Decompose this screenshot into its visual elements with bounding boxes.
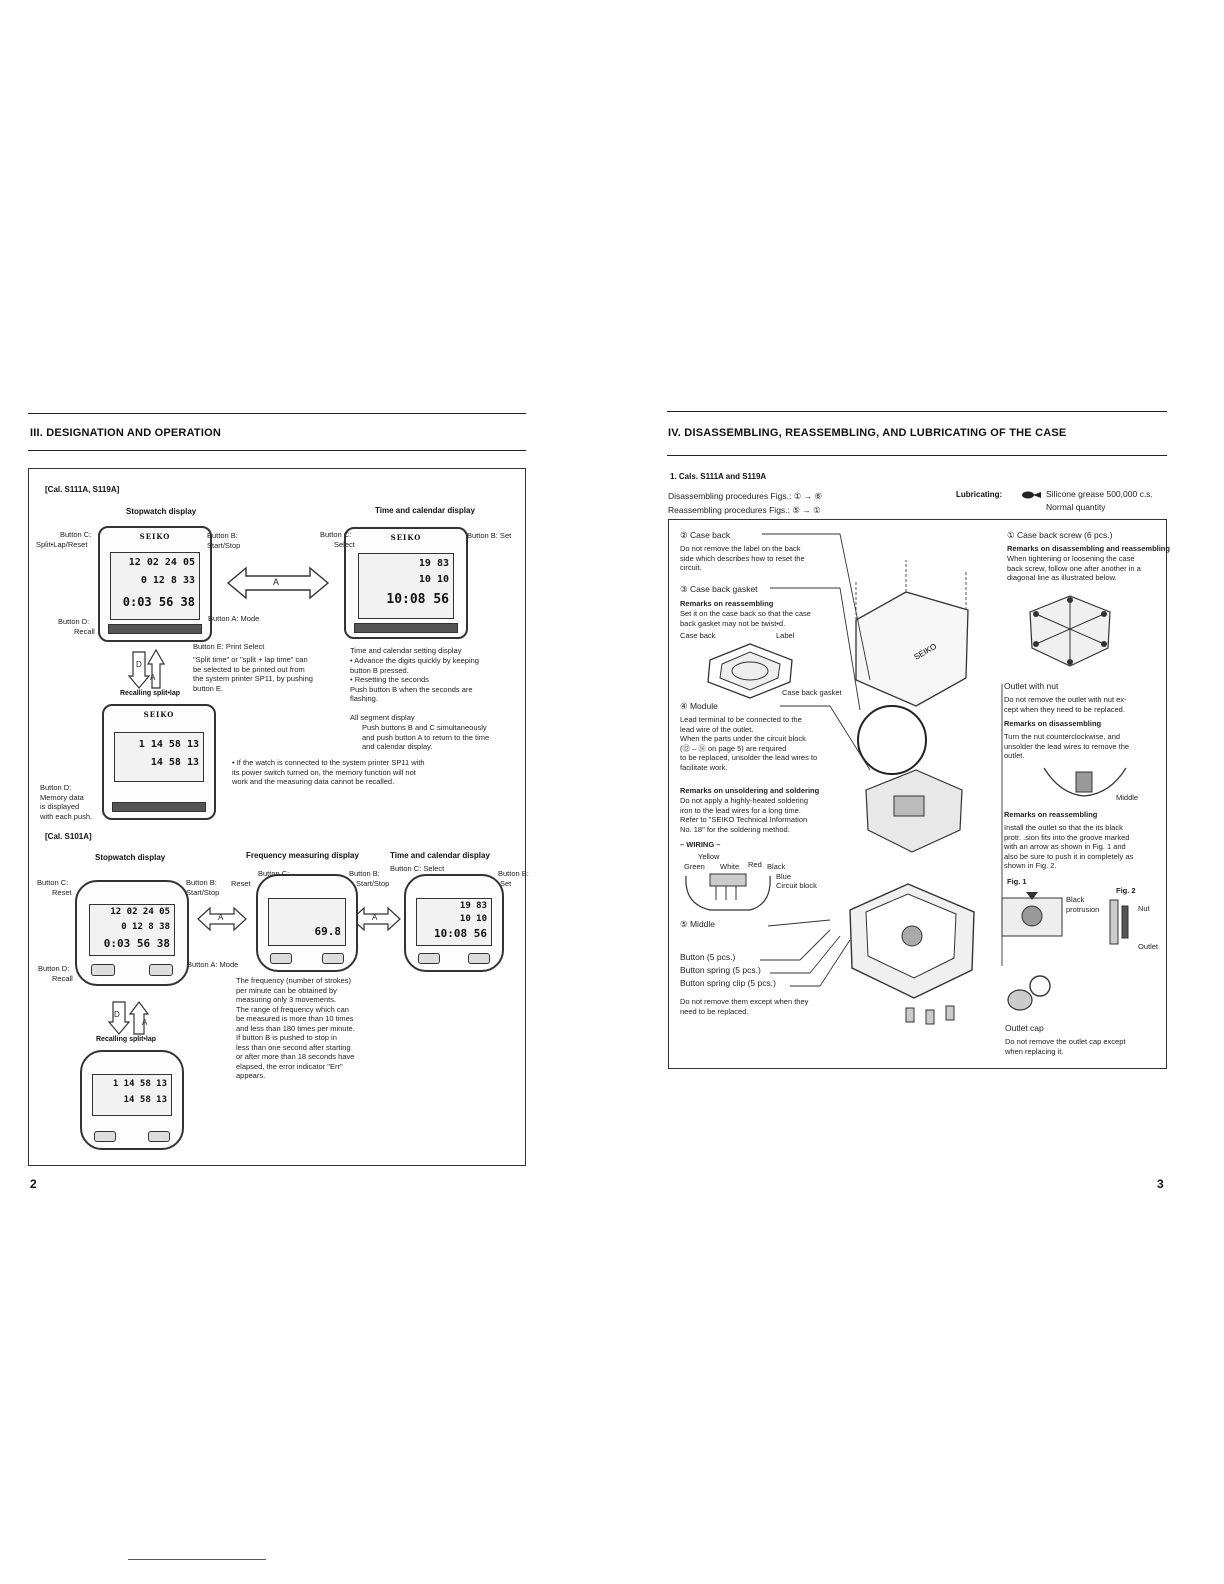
all-segment-text [362, 723, 489, 752]
lcd-time [358, 553, 454, 619]
btn-c-select-desc: Select [334, 540, 355, 549]
brand-logo: SEIKO [139, 532, 171, 541]
circuit-block-label: Circuit block [776, 881, 817, 890]
text-line: Push buttons B and C simultaneously [362, 723, 487, 732]
arrow-a-label-2: A [218, 913, 224, 922]
time-calendar-heading-2: Time and calendar display [390, 851, 490, 860]
button-d [94, 1131, 116, 1142]
btn-d-label: Button D: [58, 617, 90, 626]
lcd-line1: 1 14 58 13 [138, 739, 199, 750]
lcd-line1: 12 02 24 05 [110, 907, 170, 917]
arrow-a-label-3: A [372, 913, 378, 922]
text-line: and calendar display. [362, 742, 433, 751]
blue-underline [128, 1559, 266, 1560]
watch-stopwatch-s111 [98, 526, 212, 642]
btn-e-text [193, 655, 313, 693]
btn-b-set-label: Button B: Set [467, 531, 512, 540]
solder-remarks: Remarks on unsoldering and soldering [680, 786, 820, 795]
lcd-line1: 19 83 [418, 558, 449, 569]
frequency-text [236, 976, 355, 1081]
cal-s101-label: [Cal. S101A] [45, 832, 92, 841]
text-line: • If the watch is connected to the system printer SP11 with [232, 758, 425, 767]
freq-btn-c-label: Button C: [258, 869, 290, 878]
text-line: is displayed [40, 802, 80, 811]
lcd-line1: 1 14 58 13 [112, 1079, 167, 1089]
text-line: or after more than 18 seconds have [236, 1052, 355, 1061]
all-segment-title: All segment display [350, 713, 415, 722]
text-line: per minute can be obtained by [236, 985, 337, 995]
recall-arrows-icon [126, 648, 166, 692]
text-line: The range of frequency which can [236, 1004, 349, 1014]
button-row [354, 623, 458, 633]
watch-time-calendar-s111 [344, 527, 468, 639]
lcd-line1: 69.8 [314, 925, 341, 938]
cal-s111-label: [Cal. S111A, S119A] [45, 485, 120, 494]
top-rule-right [667, 411, 1167, 412]
text-line: Black [1066, 895, 1085, 904]
btn-c-label: Button C: [60, 530, 92, 539]
text-line: Lead terminal to be connected to the [680, 715, 802, 724]
text-line: Turn the nut counterclockwise, and [1004, 732, 1121, 741]
text-line: work and the measuring data cannot be recalled. [232, 777, 395, 786]
lubricating-label: Lubricating: [956, 490, 1003, 499]
lcd-stopwatch [89, 904, 175, 956]
text-line: less than one second after starting [236, 1042, 351, 1052]
text-line: the system printer SP11, by pushing [193, 674, 313, 683]
list-item: • Advance the digits quickly by keeping [350, 656, 479, 665]
title-rule-left [28, 450, 526, 451]
button-spring-clip-label: Button spring clip (5 pcs.) [680, 978, 776, 988]
middle-title: ⑤ Middle [680, 919, 716, 929]
text-line: When the parts under the circuit block [680, 734, 806, 743]
text-line: measuring only 3 movements. [236, 995, 337, 1004]
lubricating-quantity: Normal quantity [1046, 502, 1106, 512]
btn-c-desc: Split•Lap/Reset [36, 540, 88, 549]
button-a [322, 953, 344, 964]
text-line: also be sure to push it in completely as [1004, 851, 1134, 861]
button-row [108, 624, 202, 634]
freq-btn-b-label: Button B: [349, 869, 380, 878]
text-line: lead wire of the outlet. [680, 724, 754, 734]
text-line: Memory data [40, 792, 84, 802]
lcd-line3: 0:03 56 38 [122, 595, 195, 609]
time-btn-b-desc: Set [500, 879, 512, 888]
text-line: with an arrow as shown in Fig. 1 and [1004, 842, 1126, 851]
screw-order-diagram [1024, 592, 1114, 672]
watch-recall-s111 [102, 704, 216, 820]
btn-b-start-label: Button B: [186, 878, 217, 887]
text-line: appears. [236, 1071, 266, 1080]
wire-blue: Blue [776, 872, 792, 881]
lcd-recall [114, 732, 204, 782]
gasket-title: ③ Case back gasket [680, 584, 758, 594]
middle-figure-label: Middle [1116, 793, 1139, 802]
time-btn-c-label: Button C: Select [390, 864, 445, 873]
text-line: facilitate work. [680, 762, 728, 772]
outlet-cap-illustration [1000, 972, 1056, 1020]
recall-d-letter-2: D [114, 1010, 120, 1019]
lcd-frequency [268, 898, 346, 946]
freq-btn-c-desc: Reset [231, 879, 251, 888]
text-line: (⑫ – ⑯ on page 5) are required [680, 743, 787, 753]
text-line: button E. [193, 683, 224, 693]
watch-time-calendar-s101 [404, 874, 504, 972]
fig2-label: Fig. 2 [1116, 886, 1136, 895]
button-label: Button (5 pcs.) [680, 952, 736, 962]
fig1-label: Fig. 1 [1007, 877, 1027, 886]
btn-b-label: Button B: [207, 531, 238, 540]
button-d [418, 953, 440, 964]
outlet-label: Outlet [1138, 942, 1159, 951]
recall-a-letter-2: A [142, 1018, 148, 1027]
text-line: Install the outlet so that the its black [1004, 823, 1123, 832]
brand-logo: SEIKO [912, 641, 939, 662]
btn-c-reset-label: Button C: [37, 878, 69, 887]
stopwatch-display-heading-2: Stopwatch display [95, 853, 166, 862]
list-item: button B pressed. [350, 665, 409, 675]
text-line: cept when they need to be replaced. [1004, 704, 1125, 714]
wire-black: Black [767, 862, 786, 871]
outlet-text-2 [1004, 732, 1129, 761]
case-back-gasket-label: Case back gasket [782, 688, 842, 697]
button-d [91, 964, 115, 976]
recall-a-letter: A [150, 673, 156, 682]
case-back-title: ② Case back [680, 530, 731, 540]
lcd-recall [92, 1074, 172, 1116]
text-line: shown in Fig. 2. [1004, 861, 1057, 870]
btn-d-recall-label: Button D: [38, 964, 70, 973]
button-a [149, 964, 173, 976]
freq-display-heading: Frequency measuring display [246, 851, 359, 860]
text-line: with each push. [40, 811, 93, 821]
wiring-heading: – WIRING – [680, 840, 721, 849]
recalling-split-lap-label-2: Recalling split•lap [96, 1036, 157, 1043]
section-title-right: IV. DISASSEMBLING, REASSEMBLING, AND LUBRICATING OF THE CASE [668, 427, 1067, 439]
lcd-line2: 14 58 13 [150, 757, 199, 768]
outlet-title: Outlet with nut [1004, 681, 1059, 691]
reassembling-remarks: Remarks on reassembling [1004, 810, 1098, 819]
top-rule-left [28, 413, 526, 414]
freq-btn-b-desc: Start/Stop [356, 879, 390, 888]
outlet-text [1004, 695, 1127, 714]
list-item: Push button B when the seconds are [350, 684, 473, 694]
button-spring-label: Button spring (5 pcs.) [680, 965, 761, 975]
text-line: and less than 180 times per minute. [236, 1023, 355, 1033]
outlet-cap-text [1005, 1037, 1126, 1056]
btn-a-label: Button A: Mode [208, 614, 260, 623]
time-setting-title: Time and calendar setting display [350, 646, 462, 655]
text-line: its power switch turned on, the memory function will not [232, 767, 416, 777]
text-line: side which describes how to reset the [680, 553, 805, 563]
nut-label: Nut [1138, 904, 1150, 913]
wire-red: Red [748, 860, 762, 869]
wire-white: White [720, 862, 740, 871]
text-line: need to be replaced. [680, 1006, 749, 1016]
title-rule-right [667, 455, 1167, 456]
page-number-left: 2 [30, 1177, 37, 1191]
page-number-right: 3 [1157, 1177, 1164, 1191]
btn-c-reset-desc: Reset [52, 888, 72, 897]
outlet-cap-title: Outlet cap [1005, 1023, 1044, 1033]
button-d [270, 953, 292, 964]
text-line: outlet. [1004, 751, 1025, 760]
text-line: No. 18" for the soldering method. [680, 824, 790, 834]
watch-recall-s101 [80, 1050, 184, 1150]
text-line: When tightening or loosening the case [1007, 554, 1135, 563]
button-row [112, 802, 206, 812]
list-item: flashing. [350, 694, 378, 703]
text-line: diagonal line as illustrated below. [1007, 573, 1117, 582]
text-line: be selected to be printed out from [193, 664, 305, 674]
text-line: back screw, follow one after another in a [1007, 563, 1141, 573]
label-figure-label: Label [776, 631, 795, 640]
btn-d-desc: Recall [74, 627, 95, 636]
text-line: circuit. [680, 563, 702, 572]
text-line: and push button A to return to the time [362, 732, 490, 742]
lcd-stopwatch [110, 552, 200, 620]
lcd-line3: 10:08 56 [386, 592, 449, 607]
text-line: protr. .sion fits into the groove marked [1004, 832, 1130, 842]
text-line: The frequency (number of strokes) [236, 976, 352, 985]
screw-remarks: Remarks on disassembling and reassembling [1007, 544, 1170, 553]
lcd-time [416, 898, 492, 946]
stopwatch-display-heading: Stopwatch display [126, 507, 197, 516]
text-line: unsolder the lead wires to remove the [1004, 741, 1130, 751]
text-line: "Split time" or "split + lap time" can [193, 655, 308, 664]
text-line: Refer to "SEIKO Technical Information [680, 815, 808, 824]
text-line: elapsed, the error indicator "Err" [236, 1061, 343, 1071]
time-calendar-heading: Time and calendar display [375, 506, 475, 515]
memory-note [232, 758, 425, 787]
module-title: ④ Module [680, 701, 718, 711]
watch-stopwatch-s101 [75, 880, 189, 986]
text-line: Button D: [40, 783, 72, 792]
text-line: iron to the lead wires for a long time. [680, 805, 801, 815]
btn-a-mode-label: Button A: Mode [187, 960, 239, 969]
button-a [468, 953, 490, 964]
btn-c-select-label: Button C: [320, 530, 352, 539]
lubricant-drop-icon [1018, 490, 1042, 500]
wire-green: Green [684, 862, 705, 871]
brand-logo: SEIKO [390, 533, 422, 542]
lcd-line3: 0:03 56 38 [103, 937, 170, 950]
section-title-left: III. DESIGNATION AND OPERATION [30, 427, 221, 439]
lcd-line2: 0 12 8 38 [121, 922, 170, 932]
recall-d-letter: D [136, 660, 142, 669]
text-line: back gasket may not be twist•d. [680, 618, 786, 628]
lcd-line1: 19 83 [459, 901, 487, 911]
lcd-line2: 10 10 [418, 574, 449, 585]
text-line: when replacing it. [1005, 1046, 1064, 1056]
text-line: Do not remove the outlet with nut ex- [1004, 695, 1127, 704]
text-line: Do not apply a highly-heated soldering [680, 796, 809, 805]
btn-b-desc: Start/Stop [207, 541, 241, 550]
screw-text [1007, 554, 1141, 583]
text-line: protrusion [1066, 904, 1100, 914]
lcd-line2: 14 58 13 [123, 1095, 167, 1105]
reassembling-procedures: Reassembling procedures Figs.: ⑤ → ① [668, 505, 821, 515]
fig2-illustration [1100, 896, 1140, 948]
wire-yellow: Yellow [698, 852, 720, 861]
lubricating-grease: Silicone grease 500,000 c.s. [1046, 489, 1153, 499]
btn-e-label: Button E: Print Select [193, 642, 265, 651]
text-line: to be replaced, unsolder the lead wires to [680, 753, 818, 762]
subsection-title: 1. Cals. S111A and S119A [670, 472, 767, 481]
screw-title: ① Case back screw (6 pcs.) [1007, 530, 1113, 540]
text-line: Set it on the case back so that the case [680, 609, 811, 618]
btn-b-start-desc: Start/Stop [186, 888, 220, 897]
lcd-line3: 10:08 56 [434, 927, 487, 940]
text-line: If button B is pushed to stop in [236, 1033, 337, 1042]
lcd-line1: 12 02 24 05 [128, 557, 195, 568]
button-note [680, 997, 808, 1016]
text-line: Do not remove the label on the back [680, 544, 801, 553]
outlet-remarks: Remarks on disassembling [1004, 719, 1102, 728]
lcd-line2: 10 10 [459, 914, 487, 924]
disassembling-procedures: Disassembling procedures Figs.: ① → ⑥ [668, 491, 823, 501]
text-line: Do not remove them except when they [680, 997, 809, 1006]
text-line: be measured is more than 10 times [236, 1014, 354, 1023]
time-setting-list [350, 656, 479, 704]
recalling-split-lap-label: Recalling split•lap [120, 690, 181, 697]
list-item: • Resetting the seconds [350, 675, 429, 684]
lcd-line2: 0 12 8 33 [140, 575, 195, 586]
button-a [148, 1131, 170, 1142]
case-back-figure-label: Case back [680, 631, 716, 640]
black-protrusion-label [1066, 895, 1099, 914]
watch-frequency [256, 874, 358, 972]
text-line: Do not remove the outlet cap except [1005, 1037, 1126, 1046]
leader-lines [760, 530, 880, 990]
brand-logo: SEIKO [143, 710, 175, 719]
time-btn-b-label: Button B: [498, 869, 529, 878]
btn-d-recall-desc: Recall [52, 974, 73, 983]
outlet-leader-line [998, 680, 1008, 970]
arrow-a-label: A [273, 577, 280, 587]
gasket-remarks: Remarks on reassembling [680, 599, 774, 608]
btn-d-memory [40, 783, 92, 821]
reassembling-text [1004, 823, 1133, 871]
